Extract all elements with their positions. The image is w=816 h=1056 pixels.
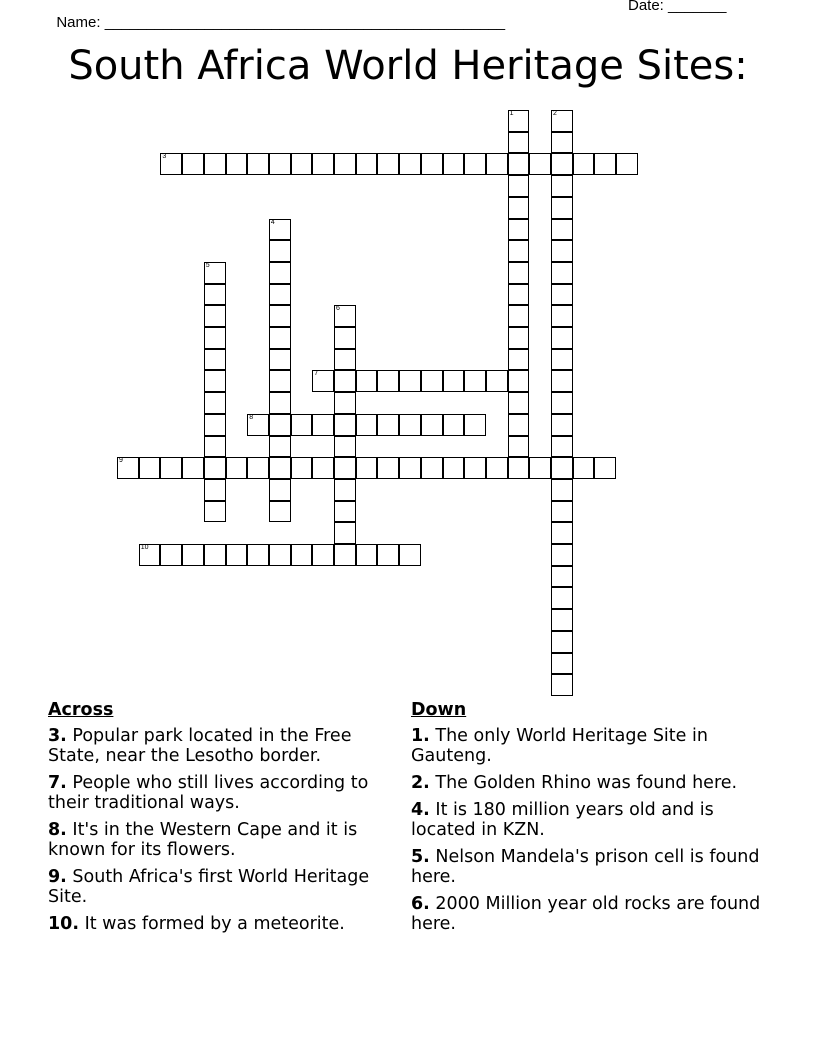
crossword-cell[interactable]	[551, 522, 573, 544]
crossword-cell[interactable]	[247, 544, 269, 566]
across-clue	[48, 726, 398, 766]
crossword-cell[interactable]	[551, 674, 573, 696]
crossword-cell[interactable]	[464, 370, 486, 392]
across-clue	[48, 914, 398, 934]
crossword-cell[interactable]	[334, 522, 356, 544]
crossword-cell[interactable]	[269, 392, 291, 414]
crossword-cell[interactable]	[204, 153, 226, 175]
crossword-cell[interactable]	[551, 653, 573, 675]
crossword-cell[interactable]	[334, 327, 356, 349]
crossword-cell[interactable]	[204, 284, 226, 306]
crossword-cell[interactable]	[421, 414, 443, 436]
crossword-cell[interactable]	[117, 457, 139, 479]
cell-number: 6	[336, 305, 340, 313]
clue-text: It was formed by a meteorite.	[84, 914, 345, 934]
crossword-cell[interactable]	[551, 327, 573, 349]
clue-text: The only World Heritage Site in Gauteng.	[411, 726, 708, 766]
crossword-cell[interactable]	[269, 436, 291, 458]
crossword-cell[interactable]	[269, 414, 291, 436]
crossword-cell[interactable]	[247, 457, 269, 479]
crossword-cell[interactable]	[204, 370, 226, 392]
clue-number: 1.	[411, 726, 430, 746]
crossword-cell[interactable]	[551, 544, 573, 566]
crossword-cell[interactable]	[269, 479, 291, 501]
crossword-cell[interactable]	[269, 327, 291, 349]
crossword-cell[interactable]	[486, 153, 508, 175]
across-heading: Across	[48, 700, 114, 720]
crossword-cell[interactable]	[464, 414, 486, 436]
crossword-cell[interactable]	[377, 457, 399, 479]
across-clue	[48, 820, 398, 860]
crossword-cell[interactable]	[508, 284, 530, 306]
crossword-cell[interactable]	[182, 544, 204, 566]
date-field[interactable]: Date: _______	[628, 0, 727, 14]
crossword-cell[interactable]	[616, 153, 638, 175]
crossword-cell[interactable]	[204, 501, 226, 523]
crossword-cell[interactable]	[551, 349, 573, 371]
crossword-cell[interactable]	[291, 414, 313, 436]
crossword-cell[interactable]	[508, 262, 530, 284]
clue-number: 3.	[48, 726, 67, 746]
crossword-cell[interactable]	[269, 153, 291, 175]
crossword-cell[interactable]	[551, 587, 573, 609]
crossword-cell[interactable]	[508, 414, 530, 436]
down-clue	[411, 800, 761, 840]
down-clue	[411, 894, 761, 934]
crossword-cell[interactable]	[356, 153, 378, 175]
crossword-cell[interactable]	[160, 457, 182, 479]
crossword-cell[interactable]	[269, 501, 291, 523]
crossword-cell[interactable]	[334, 479, 356, 501]
crossword-cell[interactable]	[334, 544, 356, 566]
down-heading: Down	[411, 700, 467, 720]
crossword-cell[interactable]	[334, 305, 356, 327]
down-clue	[411, 726, 761, 766]
crossword-cell[interactable]	[486, 370, 508, 392]
clue-number: 10.	[48, 914, 80, 934]
crossword-cell[interactable]	[291, 544, 313, 566]
crossword-cell[interactable]	[551, 392, 573, 414]
crossword-cell[interactable]	[204, 262, 226, 284]
crossword-cell[interactable]	[551, 262, 573, 284]
crossword-cell[interactable]	[160, 153, 182, 175]
crossword-cell[interactable]	[182, 153, 204, 175]
crossword-cell[interactable]	[594, 457, 616, 479]
crossword-cell[interactable]	[334, 457, 356, 479]
crossword-cell[interactable]	[529, 457, 551, 479]
crossword-cell[interactable]	[508, 327, 530, 349]
crossword-cell[interactable]	[269, 219, 291, 241]
crossword-cell[interactable]	[334, 153, 356, 175]
crossword-cell[interactable]	[399, 414, 421, 436]
crossword-cell[interactable]	[508, 197, 530, 219]
clue-text: People who still lives according to their traditional ways.	[48, 773, 369, 813]
crossword-cell[interactable]	[269, 370, 291, 392]
crossword-cell[interactable]	[508, 370, 530, 392]
crossword-cell[interactable]	[443, 457, 465, 479]
crossword-cell[interactable]	[551, 175, 573, 197]
crossword-cell[interactable]	[204, 544, 226, 566]
clue-number: 2.	[411, 773, 430, 793]
crossword-cell[interactable]	[377, 153, 399, 175]
crossword-cell[interactable]	[551, 197, 573, 219]
crossword-cell[interactable]	[291, 457, 313, 479]
crossword-cell[interactable]	[334, 392, 356, 414]
crossword-cell[interactable]	[399, 457, 421, 479]
crossword-cell[interactable]	[312, 544, 334, 566]
crossword-cell[interactable]	[160, 544, 182, 566]
cell-number: 9	[119, 457, 123, 465]
crossword-cell[interactable]	[421, 370, 443, 392]
clue-number: 7.	[48, 773, 67, 793]
crossword-cell[interactable]	[508, 305, 530, 327]
crossword-cell[interactable]	[182, 457, 204, 479]
crossword-cell[interactable]	[334, 501, 356, 523]
crossword-cell[interactable]	[486, 457, 508, 479]
crossword-cell[interactable]	[334, 370, 356, 392]
clue-text: Nelson Mandela's prison cell is found here.	[411, 847, 760, 887]
crossword-cell[interactable]	[399, 153, 421, 175]
crossword-cell[interactable]	[551, 457, 573, 479]
crossword-cell[interactable]	[356, 457, 378, 479]
cell-number: 3	[162, 153, 167, 161]
crossword-cell[interactable]	[269, 262, 291, 284]
crossword-cell[interactable]	[204, 414, 226, 436]
crossword-cell[interactable]	[551, 414, 573, 436]
crossword-cell[interactable]	[204, 327, 226, 349]
crossword-cell[interactable]	[204, 305, 226, 327]
crossword-cell[interactable]	[551, 240, 573, 262]
clue-number: 9.	[48, 867, 67, 887]
cell-number: 1	[509, 110, 514, 117]
across-clue	[48, 773, 398, 813]
clue-text: Popular park located in the Free State, near the Lesotho border.	[48, 726, 352, 766]
crossword-cell[interactable]	[291, 153, 313, 175]
cell-number: 8	[249, 413, 254, 421]
crossword-cell[interactable]	[334, 349, 356, 371]
crossword-cell[interactable]	[269, 457, 291, 479]
crossword-cell[interactable]	[508, 153, 530, 175]
cell-number: 5	[205, 261, 210, 269]
crossword-cell[interactable]	[226, 544, 248, 566]
clue-text: It is 180 million years old and is located in KZN.	[411, 800, 714, 840]
clue-number: 5.	[411, 847, 430, 867]
crossword-cell[interactable]	[508, 392, 530, 414]
crossword-cell[interactable]	[594, 153, 616, 175]
crossword-cell[interactable]	[139, 544, 161, 566]
crossword-cell[interactable]	[356, 370, 378, 392]
crossword-cell[interactable]	[551, 305, 573, 327]
crossword-cell[interactable]	[377, 544, 399, 566]
crossword-cell[interactable]	[508, 175, 530, 197]
crossword-cell[interactable]	[551, 370, 573, 392]
crossword-cell[interactable]	[269, 544, 291, 566]
cell-number: 4	[270, 218, 275, 226]
name-field[interactable]: Name: ________________________________________________	[56, 14, 506, 31]
crossword-cell[interactable]	[508, 349, 530, 371]
down-clue	[411, 847, 761, 887]
down-clue	[411, 773, 761, 793]
crossword-cell[interactable]	[334, 414, 356, 436]
clue-number: 6.	[411, 894, 430, 914]
crossword-cell[interactable]	[269, 305, 291, 327]
crossword-cell[interactable]	[356, 544, 378, 566]
crossword-cell[interactable]	[508, 457, 530, 479]
crossword-cell[interactable]	[334, 436, 356, 458]
crossword-cell[interactable]	[377, 414, 399, 436]
crossword-cell[interactable]	[312, 370, 334, 392]
crossword-cell[interactable]	[464, 457, 486, 479]
crossword-cell[interactable]	[551, 631, 573, 653]
page-title: South Africa World Heritage Sites:	[68, 43, 748, 89]
crossword-cell[interactable]	[204, 436, 226, 458]
crossword-cell[interactable]	[312, 457, 334, 479]
crossword-cell[interactable]	[226, 153, 248, 175]
crossword-cell[interactable]	[226, 457, 248, 479]
crossword-cell[interactable]	[204, 349, 226, 371]
crossword-cell[interactable]	[464, 153, 486, 175]
down-clues	[411, 700, 761, 941]
crossword-cell[interactable]	[551, 132, 573, 154]
crossword-cell[interactable]	[204, 457, 226, 479]
crossword-cell[interactable]	[508, 240, 530, 262]
crossword-cell[interactable]	[551, 566, 573, 588]
crossword-cell[interactable]	[551, 609, 573, 631]
crossword-cell[interactable]	[573, 153, 595, 175]
crossword-cell[interactable]	[551, 110, 573, 132]
across-clues	[48, 700, 398, 941]
crossword-cell[interactable]	[443, 414, 465, 436]
crossword-cell[interactable]	[312, 153, 334, 175]
crossword-cell[interactable]	[551, 219, 573, 241]
crossword-cell[interactable]	[204, 392, 226, 414]
cell-number: 7	[314, 370, 319, 378]
crossword-cell[interactable]	[551, 436, 573, 458]
crossword-cell[interactable]	[443, 153, 465, 175]
clue-number: 8.	[48, 820, 67, 840]
crossword-cell[interactable]	[551, 479, 573, 501]
clue-text: It's in the Western Cape and it is known for its flowers.	[48, 820, 358, 860]
crossword-cell[interactable]	[508, 110, 530, 132]
crossword-cell[interactable]	[443, 370, 465, 392]
crossword-cell[interactable]	[269, 349, 291, 371]
cell-number: 10	[140, 544, 149, 551]
crossword-cell[interactable]	[377, 370, 399, 392]
crossword-cell[interactable]	[529, 153, 551, 175]
crossword-cell[interactable]	[247, 153, 269, 175]
crossword-cell[interactable]	[247, 414, 269, 436]
clue-text: 2000 Million year old rocks are found here.	[411, 894, 761, 934]
crossword-cell[interactable]	[269, 240, 291, 262]
clue-text: South Africa's first World Heritage Site.	[48, 867, 370, 907]
clue-number: 4.	[411, 800, 430, 820]
crossword-cell[interactable]	[551, 501, 573, 523]
crossword-cell[interactable]	[508, 132, 530, 154]
across-clue	[48, 867, 398, 907]
crossword-cell[interactable]	[421, 457, 443, 479]
crossword-cell[interactable]	[204, 479, 226, 501]
crossword-cell[interactable]	[421, 153, 443, 175]
crossword-cell[interactable]	[356, 414, 378, 436]
crossword-cell[interactable]	[573, 457, 595, 479]
crossword-cell[interactable]	[139, 457, 161, 479]
crossword-cell[interactable]	[551, 153, 573, 175]
crossword-cell[interactable]	[269, 284, 291, 306]
crossword-cell[interactable]	[399, 544, 421, 566]
crossword-cell[interactable]	[551, 284, 573, 306]
crossword-cell[interactable]	[508, 436, 530, 458]
cell-number: 2	[553, 110, 557, 117]
crossword-cell[interactable]	[312, 414, 334, 436]
clue-text: The Golden Rhino was found here.	[435, 773, 738, 793]
crossword-cell[interactable]	[399, 370, 421, 392]
crossword-cell[interactable]	[508, 219, 530, 241]
